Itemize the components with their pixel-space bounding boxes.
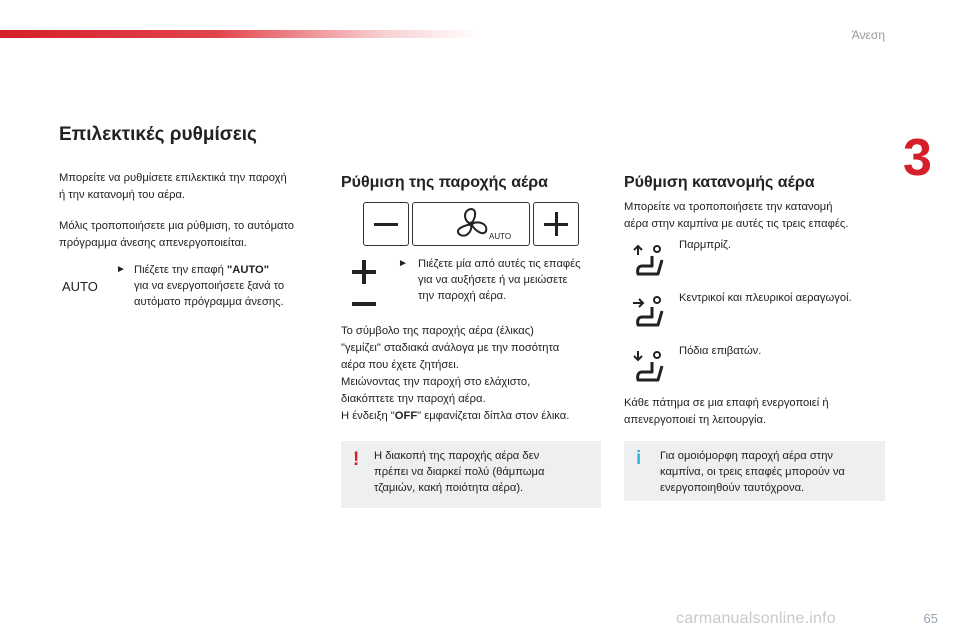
text-line: ή την κατανομή του αέρα.: [59, 189, 186, 201]
text-line: Μπορείτε να τροποποιήσετε την κατανομή: [624, 201, 833, 213]
left-paragraph-2: [59, 218, 294, 252]
text-line: καμπίνα, οι τρεις επαφές μπορούν να: [660, 466, 845, 478]
header-red-bar: [0, 30, 480, 38]
bullet-arrow-icon: ►: [398, 258, 408, 269]
airflow-title: Ρύθμιση της παροχής αέρα: [341, 174, 548, 191]
info-note: [624, 441, 885, 501]
warning-text: [374, 448, 544, 496]
text-line: αέρα που έχετε ζητήσει.: [341, 359, 459, 371]
large-plus-icon-vertical: [362, 260, 366, 284]
text-line: την παροχή αέρα.: [418, 290, 507, 302]
text-line: πρέπει να διαρκεί πολύ (θάμπωμα: [374, 466, 545, 478]
text-line: για να αυξήσετε ή να μειώσετε: [418, 274, 568, 286]
vents-label: Κεντρικοί και πλευρικοί αεραγωγοί.: [679, 292, 852, 304]
text-line: "γεμίζει" σταδιακά ανάλογα με την ποσότητα: [341, 342, 560, 354]
auto-keyword: "AUTO": [226, 264, 270, 276]
text-line: τζαμιών, κακή ποιότητα αέρα).: [374, 482, 524, 494]
info-text: [660, 448, 845, 496]
info-icon: i: [636, 448, 642, 469]
auto-button-label: AUTO: [62, 279, 98, 294]
windscreen-label: Παρμπρίζ.: [679, 239, 731, 251]
distribution-title: Ρύθμιση κατανομής αέρα: [624, 174, 815, 191]
middle-bullet-text: [418, 256, 581, 304]
fan-icon: [451, 206, 491, 242]
middle-body-text: [341, 323, 569, 425]
text-line: Κάθε πάτημα σε μια επαφή ενεργοποιεί ή: [624, 397, 829, 409]
distribution-intro: [624, 199, 848, 233]
fan-display: [412, 202, 530, 246]
left-bullet-text: [134, 262, 284, 310]
text-line: Μόλις τροποποιήσετε μια ρύθμιση, το αυτόματο: [59, 220, 294, 232]
text-line: Μειώνοντας την παροχή στο ελάχιστο,: [341, 376, 531, 388]
text-line: Η ένδειξη ": [341, 410, 395, 422]
off-keyword: OFF: [394, 410, 418, 422]
warning-note: [341, 441, 601, 508]
left-paragraph-1: [59, 170, 287, 204]
windscreen-airflow-icon[interactable]: [632, 244, 666, 280]
section-title: Επιλεκτικές ρυθμίσεις: [59, 124, 257, 145]
text-line: για να ενεργοποιήσετε ξανά το: [134, 280, 285, 292]
footwell-label: Πόδια επιβατών.: [679, 345, 762, 357]
text-line: Πιέζετε μία από αυτές τις επαφές: [418, 258, 581, 270]
chapter-title: Άνεση: [851, 28, 885, 42]
text-line: Μπορείτε να ρυθμίσετε επιλεκτικά την παροχή: [59, 172, 287, 184]
watermark: carmanualsonline.info: [676, 610, 836, 627]
text-line: αυτόματο πρόγραμμα άνεσης.: [134, 296, 284, 308]
chapter-number: 3: [903, 129, 932, 187]
distribution-after-text: [624, 395, 829, 429]
page-number: 65: [923, 611, 938, 626]
airflow-decrease-button[interactable]: [363, 202, 409, 246]
text-line: Το σύμβολο της παροχής αέρα (έλικας): [341, 325, 534, 337]
text-line: " εμφανίζεται δίπλα στον έλικα.: [417, 410, 570, 422]
footwell-airflow-icon[interactable]: [632, 350, 666, 386]
large-minus-icon: [352, 302, 376, 306]
text-line: Η διακοπή της παροχής αέρα δεν: [374, 450, 540, 462]
text-line: διακόπτετε την παροχή αέρα.: [341, 393, 486, 405]
bullet-arrow-icon: ►: [116, 264, 126, 275]
vents-airflow-icon[interactable]: [632, 295, 666, 331]
text-line: αέρα στην καμπίνα με αυτές τις τρεις επαφές.: [624, 218, 849, 230]
airflow-increase-button[interactable]: [533, 202, 579, 246]
warning-icon: !: [353, 449, 360, 470]
panel-auto-label: AUTO: [489, 232, 512, 241]
minus-icon: [374, 223, 398, 226]
plus-icon-vertical: [555, 212, 558, 236]
text-line: ενεργοποιηθούν ταυτόχρονα.: [660, 482, 805, 494]
text-line: Πιέζετε την επαφή: [134, 264, 227, 276]
text-line: πρόγραμμα άνεσης απενεργοποιείται.: [59, 237, 247, 249]
text-line: απενεργοποιεί τη λειτουργία.: [624, 414, 767, 426]
text-line: Για ομοιόμορφη παροχή αέρα στην: [660, 450, 834, 462]
